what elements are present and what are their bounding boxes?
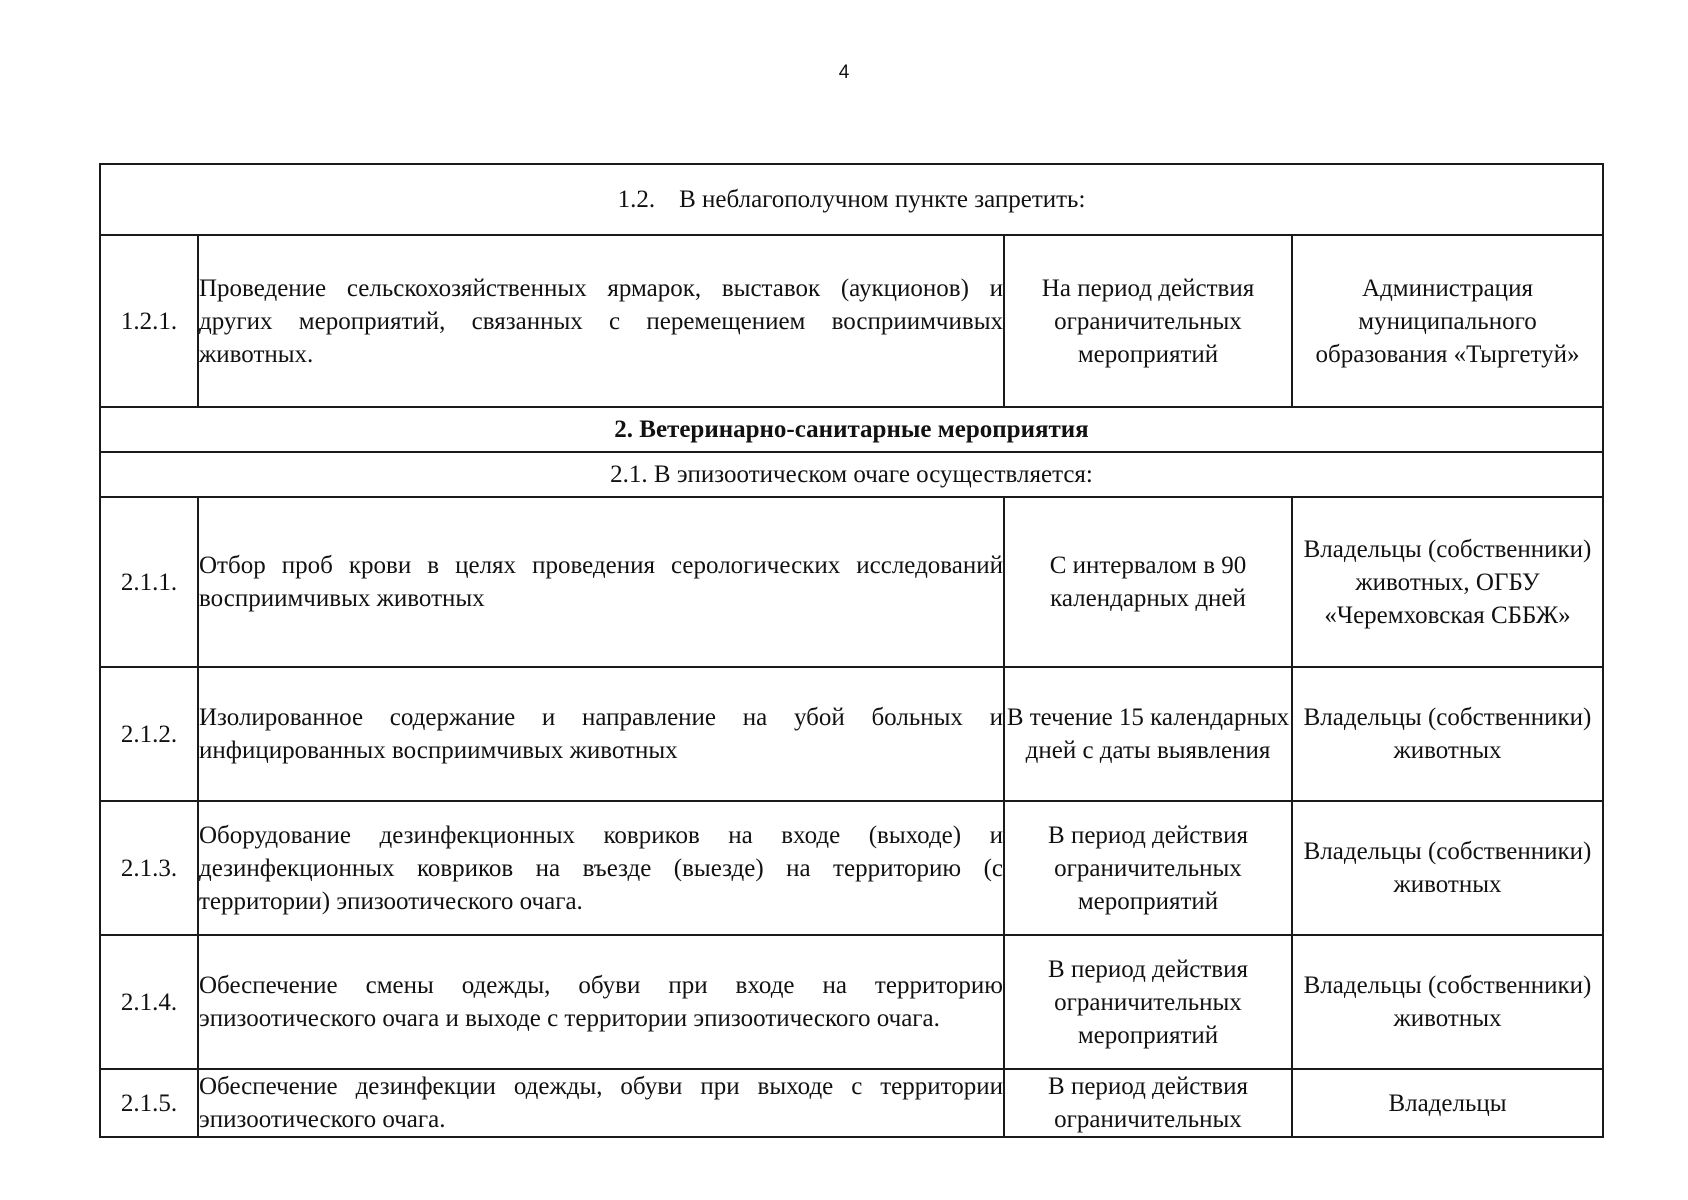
heading-text: В неблагополучном пункте запретить: (679, 186, 1086, 213)
row-number: 2.1.2. (100, 667, 198, 801)
row-description: Обеспечение дезинфекции одежды, обуви при выходе с территории эпизоотического очага. (198, 1069, 1004, 1137)
row-term: В период действия ограничительных мероприятий (1004, 801, 1292, 935)
row-description: Оборудование дезинфекционных ковриков на входе (выходе) и дезинфекционных ковриков на въезде (выезде) на территорию (с территории) эпизоотического очага. (198, 801, 1004, 935)
row-responsible: Владельцы (собственники) животных (1292, 667, 1603, 801)
row-term: С интервалом в 90 календарных дней (1004, 497, 1292, 667)
row-number: 2.1.1. (100, 497, 198, 667)
table-row (100, 667, 1603, 801)
measures-table (99, 163, 1604, 1138)
page-number: 4 (838, 62, 850, 83)
row-responsible: Владельцы (собственники) животных, ОГБУ «Черемховская СББЖ» (1292, 497, 1603, 667)
row-number: 2.1.5. (100, 1069, 198, 1137)
row-responsible: Владельцы (собственники) животных (1292, 801, 1603, 935)
row-term: В период действия ограничительных мероприятий (1004, 935, 1292, 1069)
row-description: Обеспечение смены одежды, обуви при входе на территорию эпизоотического очага и выходе с территории эпизоотического очага. (198, 935, 1004, 1069)
heading-cell-1-2 (100, 164, 1603, 235)
table-row (100, 235, 1603, 407)
table-row (100, 935, 1603, 1069)
table-row (100, 801, 1603, 935)
row-responsible: Владельцы (1292, 1069, 1603, 1137)
row-number: 2.1.3. (100, 801, 198, 935)
row-term: В течение 15 календарных дней с даты выявления (1004, 667, 1292, 801)
subsection-title: 2.1. В эпизоотическом очаге осуществляется: (100, 452, 1603, 497)
row-term: В период действия ограничительных (1004, 1069, 1292, 1137)
heading-number: 1.2. (617, 186, 656, 213)
row-description: Отбор проб крови в целях проведения серологических исследований восприимчивых животных (198, 497, 1004, 667)
table-row (100, 1069, 1603, 1137)
row-term: На период действия ограничительных мероприятий (1004, 235, 1292, 407)
table-row (100, 497, 1603, 667)
section-title: 2. Ветеринарно-санитарные мероприятия (100, 407, 1603, 452)
row-description: Проведение сельскохозяйственных ярмарок, выставок (аукционов) и других мероприятий, связанных с перемещением восприимчивых животных. (198, 235, 1004, 407)
section-title-row (100, 407, 1603, 452)
row-description: Изолированное содержание и направление на убой больных и инфицированных восприимчивых животных (198, 667, 1004, 801)
row-number: 2.1.4. (100, 935, 198, 1069)
row-number: 1.2.1. (100, 235, 198, 407)
heading-row-1-2 (100, 164, 1603, 235)
row-responsible: Владельцы (собственники) животных (1292, 935, 1603, 1069)
row-responsible: Администрация муниципального образования «Тыргетуй» (1292, 235, 1603, 407)
subsection-row (100, 452, 1603, 497)
